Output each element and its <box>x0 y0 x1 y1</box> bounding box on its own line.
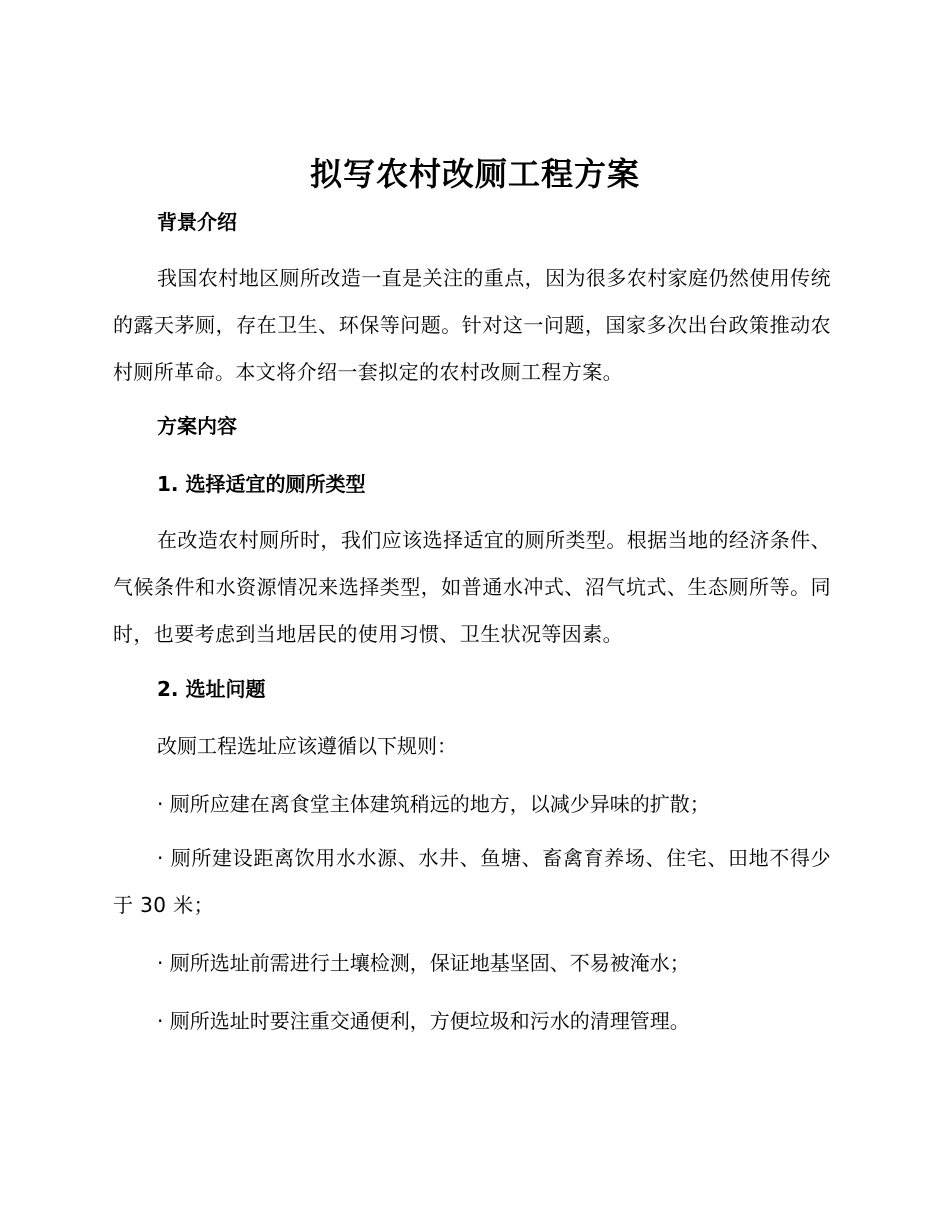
background-paragraph: 我国农村地区厕所改造一直是关注的重点，因为很多农村家庭仍然使用传统的露天茅厕，存在卫生、环保等问题。针对这一问题，国家多次出台政策推动农村厕所革命。本文将介绍一套拟定的农村改厕工程方案。 <box>113 266 831 384</box>
section-heading-plan: 方案内容 <box>157 414 237 438</box>
site-rule-item: · 厕所建设距离饮用水水源、水井、鱼塘、畜禽育养场、住宅、田地不得少于 30 米； <box>113 846 831 917</box>
site-rule-item: · 厕所选址前需进行土壤检测，保证地基坚固、不易被淹水； <box>157 951 690 975</box>
section-heading-background: 背景介绍 <box>157 210 237 234</box>
subheading-site-selection: 2. 选址问题 <box>157 677 266 701</box>
subheading-toilet-type: 1. 选择适宜的厕所类型 <box>157 472 366 496</box>
site-selection-intro: 改厕工程选址应该遵循以下规则： <box>157 734 457 758</box>
toilet-type-paragraph: 在改造农村厕所时，我们应该选择适宜的厕所类型。根据当地的经济条件、气候条件和水资源情况来选择类型，如普通水冲式、沼气坑式、生态厕所等。同时，也要考虑到当地居民的使用习惯、卫生状况等因素。 <box>113 528 831 646</box>
document-title: 拟写农村改厕工程方案 <box>309 155 640 193</box>
site-rule-item: · 厕所选址时要注重交通便利，方便垃圾和污水的清理管理。 <box>157 1009 690 1033</box>
site-rule-item: · 厕所应建在离食堂主体建筑稍远的地方，以减少异味的扩散； <box>157 792 710 816</box>
